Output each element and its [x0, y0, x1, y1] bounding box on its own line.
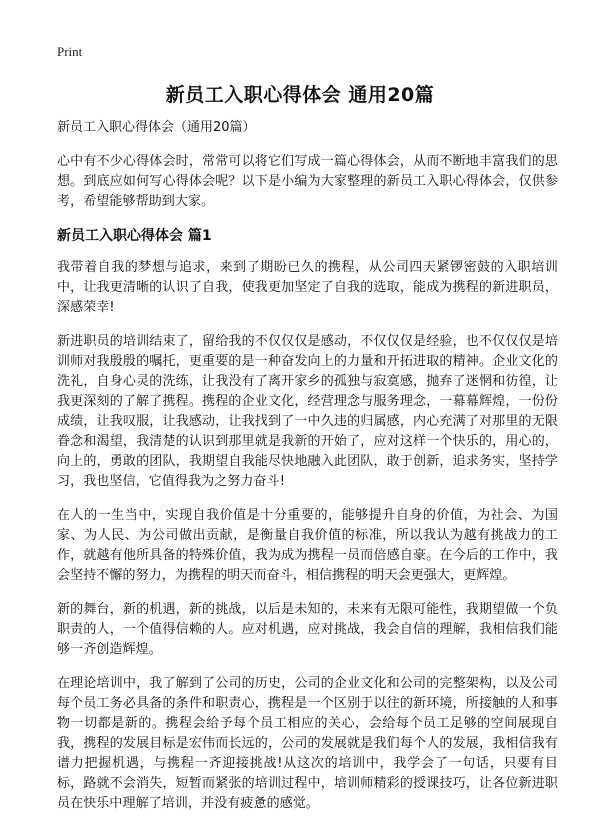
print-link[interactable]: Print — [57, 44, 83, 59]
paragraph-3: 在人的一生当中，实现自我价值是十分重要的，能够提升自身的价值，为社会、为国家、为人民、为公司做出贡献，是衡量自我价值的标准，所以我认为越有挑战力的工作，就越有他所具备的特殊价值，我为成为携程一员而倍感自豪。在今后的工作中，我会坚持不懈的努力，为携程的明天而奋斗，相信携程的明天会更强大，更辉煌。 — [57, 508, 558, 583]
paragraph-4: 新的舞台，新的机遇，新的挑战，以后是未知的，未来有无限可能性，我期望做一个负职责的人，一个值得信赖的人。应对机遇，应对挑战，我会自信的理解，我相信我们能够一齐创造辉煌。 — [57, 602, 558, 657]
article-body — [57, 118, 558, 828]
paragraph-2: 新进职员的培训结束了，留给我的不仅仅仅是感动，不仅仅仅是经验，也不仅仅仅是培训师对我殷殷的嘱托，更重要的是一种奋发向上的力量和开拓进取的精神。企业文化的洗礼，自身心灵的洗练，让我没有了离开家乡的孤独与寂寞感，抛弃了迷惘和彷徨，让我更深刻的了解了携程。携程的企业文化，经营理念与服务理念，一幕幕辉煌，一份份成绩，让我叹服，让我感动，让我找到了一中久违的归属感，内心充满了对那里的无限眷念和渴望，我清楚的认识到那里就是我新的开始了，应对这样一个快乐的，用心的，向上的，勇敢的团队，我期望自我能尽快地融入此团队，敢于创新，追求务实，坚持学习，我也坚信，它值得我为之努力奋斗! — [57, 334, 558, 489]
page-title: 新员工入职心得体会 通用20篇 — [165, 84, 435, 106]
paragraph-5: 在理论培训中，我了解到了公司的历史，公司的企业文化和公司的完整架构，以及公司每个员工务必具备的条件和职责心，携程是一个区别于以往的新环境，所接触的人和事物一切都是新的。携程会给予每个员工相应的关心，会给每个员工足够的空间展现自我，携程的发展目标是宏伟而长远的，公司的发展就是我们每个人的发展，我相信我有谱力把握机遇，与携程一齐迎接挑战!从这次的培训中，我学会了一句话，只要有目标，路就不会消失，短暂而紧张的培训过程中，培训师精彩的授课技巧，让各位新进职员在快乐中理解了培训，并没有疲惫的感觉。 — [57, 676, 558, 811]
paragraph-1: 我带着自我的梦想与追求，来到了期盼已久的携程，从公司四天紧锣密鼓的入职培训中，让我更清晰的认识了自我，使我更加坚定了自我的选取，能成为携程的新进职员，深感荣幸! — [57, 260, 558, 315]
subtitle: 新员工入职心得体会（通用20篇） — [57, 120, 256, 135]
intro-paragraph: 心中有不少心得体会时，常常可以将它们写成一篇心得体会，从而不断地丰富我们的思想。到底应如何写心得体会呢？以下是小编为大家整理的新员工入职心得体会，仅供参考，希望能够帮助到大家。 — [57, 154, 558, 209]
section-heading: 新员工入职心得体会 篇1 — [57, 228, 212, 244]
